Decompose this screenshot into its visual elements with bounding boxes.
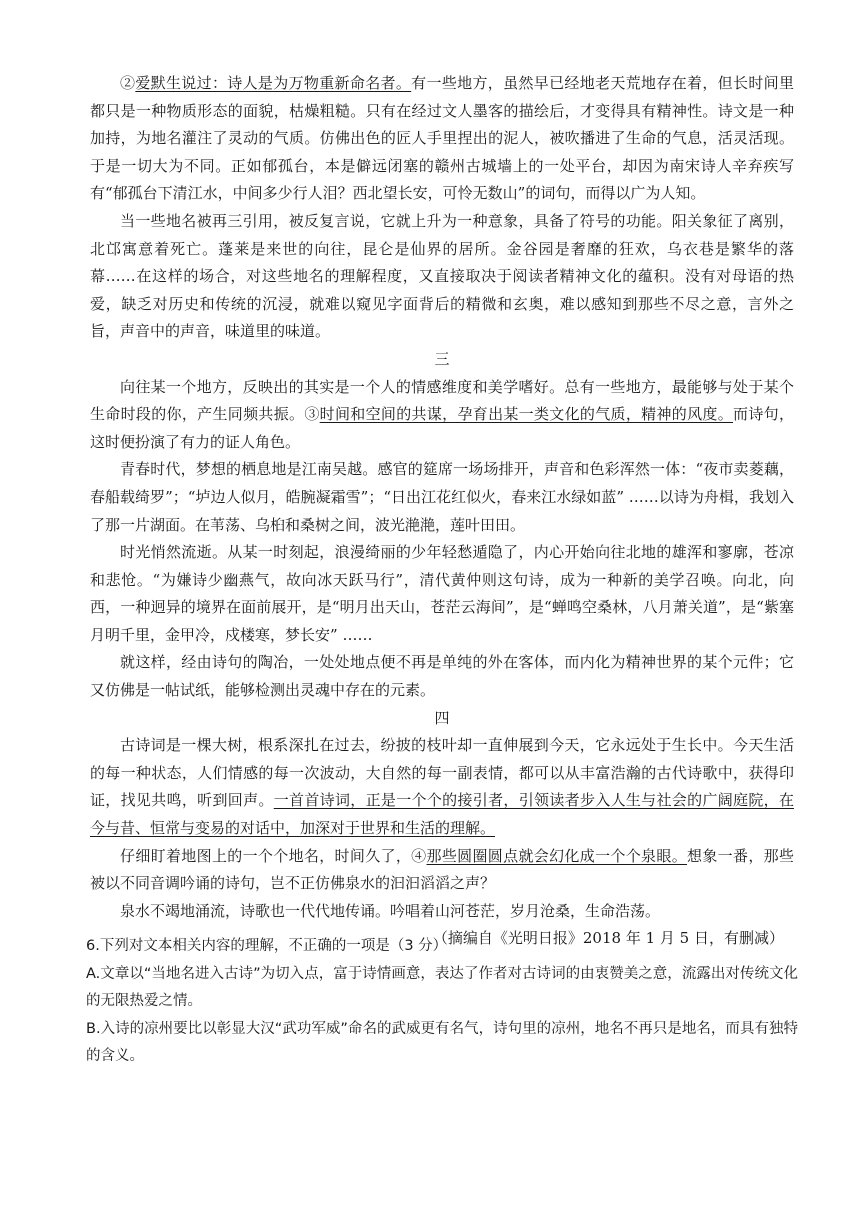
paragraph-time: 时光悄然流逝。从某一时刻起，浪漫绮丽的少年轻愁遁隐了，内心开始向往北地的雄浑和寥廓，苍凉和悲怆。“为嫌诗少幽燕气，故向冰天跃马行”，清代黄仲则这句诗，成为一种新的美学召唤。向北，向西，一种迥异的境界在面前展开，是“明月出天山，苍茫云海间”，是“蝉鸣空桑林，八月萧关道”，是“紫塞月明千里，金甲冷，戍楼寒，梦长安” …… xyxy=(90,543,794,644)
article-body xyxy=(90,70,794,953)
underlined-sentence-3: 时间和空间的共谋，孕育出某一类文化的气质，精神的风度。 xyxy=(319,405,734,424)
paragraph-tree xyxy=(90,732,794,842)
paragraph-4-text: 仔细盯着地图上的一个个地名，时间久了， xyxy=(120,846,412,865)
paragraph-3-text: 向往某一个地方，反映出的其实是一个人的情感维度和美学嗜好。总有一些地方，最能够与处于某个生命时段的你，产生同频共振。 xyxy=(90,377,794,424)
option-a: A.文章以“当地名进入古诗”为切入点，富于诗情画意，表达了作者对古诗词的由衷赞美之意，流露出对传统文化的无限热爱之情。 xyxy=(86,965,798,1010)
paragraph-test-paper: 就这样，经由诗句的陶冶，一处处地点便不再是单纯的外在客体，而内化为精神世界的某个元件；它又仿佛是一帖试纸，能够检测出灵魂中存在的元素。 xyxy=(90,653,794,700)
marker-4: ④ xyxy=(411,846,427,865)
underlined-sentence-4: 那些圆圈圆点就会幻化成一个个泉眼。 xyxy=(426,846,688,865)
option-b: B.入诗的凉州要比以彰显大汉“武功军威”命名的武威更有名气，诗句里的凉州，地名不再只是地名，而具有独特的含义。 xyxy=(86,1020,798,1065)
underlined-sentence-tree: 一首首诗词，正是一个个的接引者，引领读者步入人生与社会的广阔庭院，在今与昔、恒常与变易的对话中，加深对于世界和生活的理解。 xyxy=(90,791,794,838)
underlined-sentence-2: 爱默生说过：诗人是为万物重新命名者。 xyxy=(135,74,412,92)
paragraph-2 xyxy=(90,70,794,208)
question-6 xyxy=(86,933,798,1071)
paragraph-youth: 青春时代，梦想的栖息地是江南吴越。感官的筵席一场场排开，声音和色彩浑然一体：“夜市卖菱藕，春船载绮罗”；“垆边人似月，皓腕凝霜雪”；“日出江花红似火，春来江水绿如蓝” ……以诗为舟楫，我划入了那一片湖面。在苇荡、乌桕和桑树之间，波光滟滟，莲叶田田。 xyxy=(90,460,794,534)
marker-3: ③ xyxy=(304,405,320,424)
paragraph-2-text: 有一些地方，虽然早已经地老天荒地存在着，但长时间里都只是一种物质形态的面貌，枯燥粗糙。只有在经过文人墨客的描绘后，才变得具有精神性。诗文是一种加持，为地名灌注了灵动的气质。仿佛出色的匠人手里捏出的泥人，被吹播进了生命的气息，活灵活现。于是一切大为不同。正如郁孤台，本是僻远闭塞的赣州古城墙上的一处平台，却因为南宋诗人辛弃疾写有“郁孤台下清江水，中间多少行人泪？西北望长安，可怜无数山”的词句，而得以广为人知。 xyxy=(90,74,794,203)
source-citation: （摘编自《光明日报》2018 年 1 月 5 日，有删减） xyxy=(432,929,784,948)
paragraph-closing: 泉水不竭地涌流，诗歌也一代代地传诵。吟唱着山河苍茫，岁月沧桑，生命浩荡。 xyxy=(120,901,661,920)
paragraph-3 xyxy=(90,374,794,457)
question-stem: 6.下列对文本相关内容的理解，不正确的一项是（3 分） xyxy=(86,938,448,954)
section-heading-3: 三 xyxy=(434,349,450,368)
paragraph-tree-text: 古诗词是一棵大树，根系深扎在过去，纷披的枝叶却一直伸展到今天，它永远处于生长中。今天生活的每一种状态，人们情感的每一次波动，大自然的每一副表情，都可以从丰富浩瀚的古代诗歌中，获得印证，找见共鸣，听到回声。 xyxy=(90,736,794,810)
section-heading-4: 四 xyxy=(434,708,450,727)
marker-2: ② xyxy=(120,74,136,92)
paragraph-4 xyxy=(90,843,794,898)
paragraph-symbols: 当一些地名被再三引用，被反复言说，它就上升为一种意象，具备了符号的功能。阳关象征了离别，北邙寓意着死亡。蓬莱是来世的向往，昆仑是仙界的居所。金谷园是奢靡的狂欢，乌衣巷是繁华的落幕……在这样的场合，对这些地名的理解程度，又直接取决于阅读者精神文化的蕴积。没有对母语的热爱，缺乏对历史和传统的沉浸，就难以窥见字面背后的精微和玄奥，难以感知到那些不尽之意，言外之旨，声音中的声音，味道里的味道。 xyxy=(90,211,794,341)
paragraph-4-tail: 想象一番，那些被以不同音调吟诵的诗句，岂不正仿佛泉水的汩汩滔滔之声？ xyxy=(90,846,794,893)
paragraph-3-tail: 而诗句，这时便扮演了有力的证人角色。 xyxy=(90,405,794,451)
